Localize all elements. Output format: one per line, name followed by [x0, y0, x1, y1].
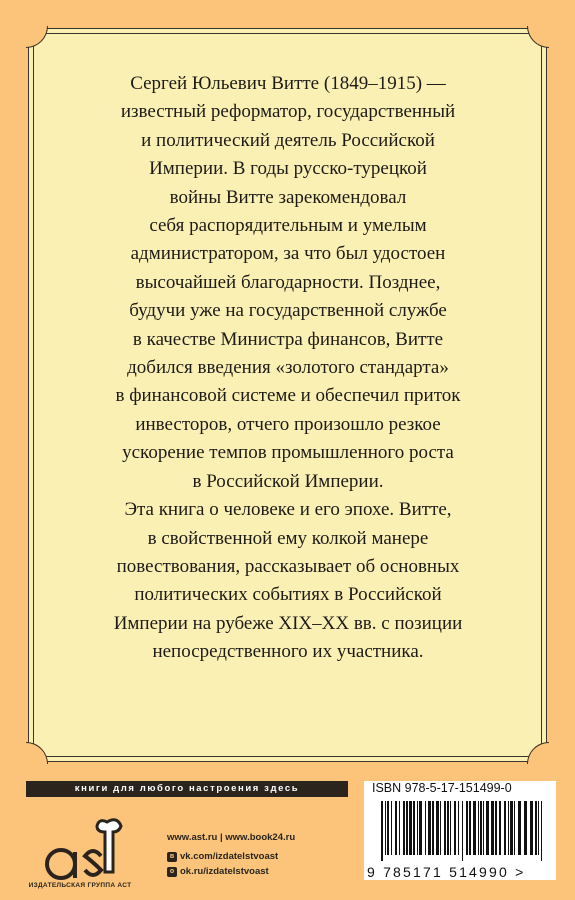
barcode-bar [413, 801, 415, 855]
barcode-bar [473, 801, 476, 855]
barcode-digits: 9 785171 514990 > [367, 864, 526, 880]
barcode-bar [480, 801, 482, 855]
description-line: в качестве Министра финансов, Витте [132, 328, 444, 350]
description-line: Сергей Юльевич Витте (1849–1915) — [130, 73, 446, 94]
tagline-banner: книги для любого настроения здесь [26, 781, 348, 797]
barcode-bar [466, 801, 468, 855]
description-line: войны Витте зарекомендовал [169, 186, 407, 208]
barcode-bar [483, 801, 484, 855]
barcode-bar [450, 801, 451, 855]
description-line: повествования, рассказывает об основных [116, 555, 460, 577]
vk-link[interactable] [167, 851, 278, 862]
barcode-bar [381, 801, 383, 861]
barcode-bar [425, 801, 426, 855]
description-line: политических событиях в Российской [134, 584, 442, 606]
barcode-bar [385, 801, 386, 855]
barcode-bar [428, 801, 431, 855]
barcode-bar [462, 801, 463, 861]
barcode [367, 799, 553, 863]
description-line: в финансовой системе и обеспечил приток [115, 385, 461, 407]
barcode-bar [395, 801, 397, 855]
barcode-bar [387, 801, 389, 855]
barcode-bar [541, 801, 542, 861]
barcode-bar [444, 801, 446, 855]
publisher-sites[interactable]: www.ast.ru | www.book24.ru [167, 832, 296, 843]
description-line: Империи на рубеже XIX–XX вв. с позиции [113, 612, 463, 634]
ast-logo [33, 812, 129, 890]
description-line: себя распорядительным и умелым [149, 215, 427, 237]
description-line: инвесторов, отчего произошло резкое [135, 413, 441, 435]
barcode-bar [458, 801, 459, 855]
barcode-bar [469, 801, 471, 855]
barcode-bar [495, 801, 497, 855]
barcode-bar [510, 801, 513, 855]
description-line: известный реформатор, государственный [120, 101, 456, 123]
barcode-bar [403, 801, 405, 855]
barcode-bar [417, 801, 418, 855]
barcode-bar [406, 801, 408, 855]
description-line: Империи. В годы русско-турецкой [149, 158, 427, 180]
vk-icon: в [167, 852, 177, 862]
barcode-bar [508, 801, 509, 855]
description-line: в свойственной ему колкой манере [147, 527, 429, 549]
publisher-caption: ИЗДАТЕЛЬСКАЯ ГРУППА АСТ [28, 882, 132, 889]
barcode-bar [514, 801, 515, 855]
description-line: добился введения «золотого стандарта» [127, 357, 449, 379]
ok-link[interactable] [167, 866, 269, 877]
barcode-bar [486, 801, 489, 855]
barcode-bar [454, 801, 456, 855]
barcode-bar [504, 801, 506, 855]
barcode-bar [524, 801, 527, 855]
barcode-bar [491, 801, 494, 855]
description-line: администратором, за что был удостоен [130, 243, 446, 265]
barcode-bar [436, 801, 439, 855]
vk-link-text: vk.com/izdatelstvoast [180, 851, 279, 862]
description-line: будучи уже на государственной службе [129, 300, 447, 322]
barcode-bar [432, 801, 434, 855]
description-line: непосредственного их участника. [152, 641, 424, 663]
description-line: ускорение темпов промышленного роста [122, 442, 454, 464]
barcode-bar [478, 801, 479, 855]
barcode-bar [518, 801, 521, 855]
barcode-bar [440, 801, 441, 855]
description-line: высочайшей благодарности. Позднее, [135, 271, 441, 293]
barcode-bar [538, 801, 539, 855]
ok-icon: о [167, 867, 177, 877]
barcode-bar [391, 801, 392, 855]
description-line: Эта книга о человеке и его эпохе. Витте, [124, 499, 452, 521]
barcode-bar [419, 801, 422, 855]
barcode-bar [535, 801, 537, 855]
barcode-bar [409, 801, 412, 855]
barcode-bar [447, 801, 449, 855]
description-line: и политический деятель Российской [141, 129, 435, 151]
barcode-bar [399, 801, 400, 855]
isbn-label: ISBN 978-5-17-151499-0 [372, 781, 512, 795]
ok-link-text: ok.ru/izdatelstvoast [180, 866, 269, 877]
description-line: в Российской Империи. [192, 470, 384, 492]
barcode-bar [499, 801, 501, 855]
barcode-bar [530, 801, 533, 855]
book-description [62, 70, 514, 667]
